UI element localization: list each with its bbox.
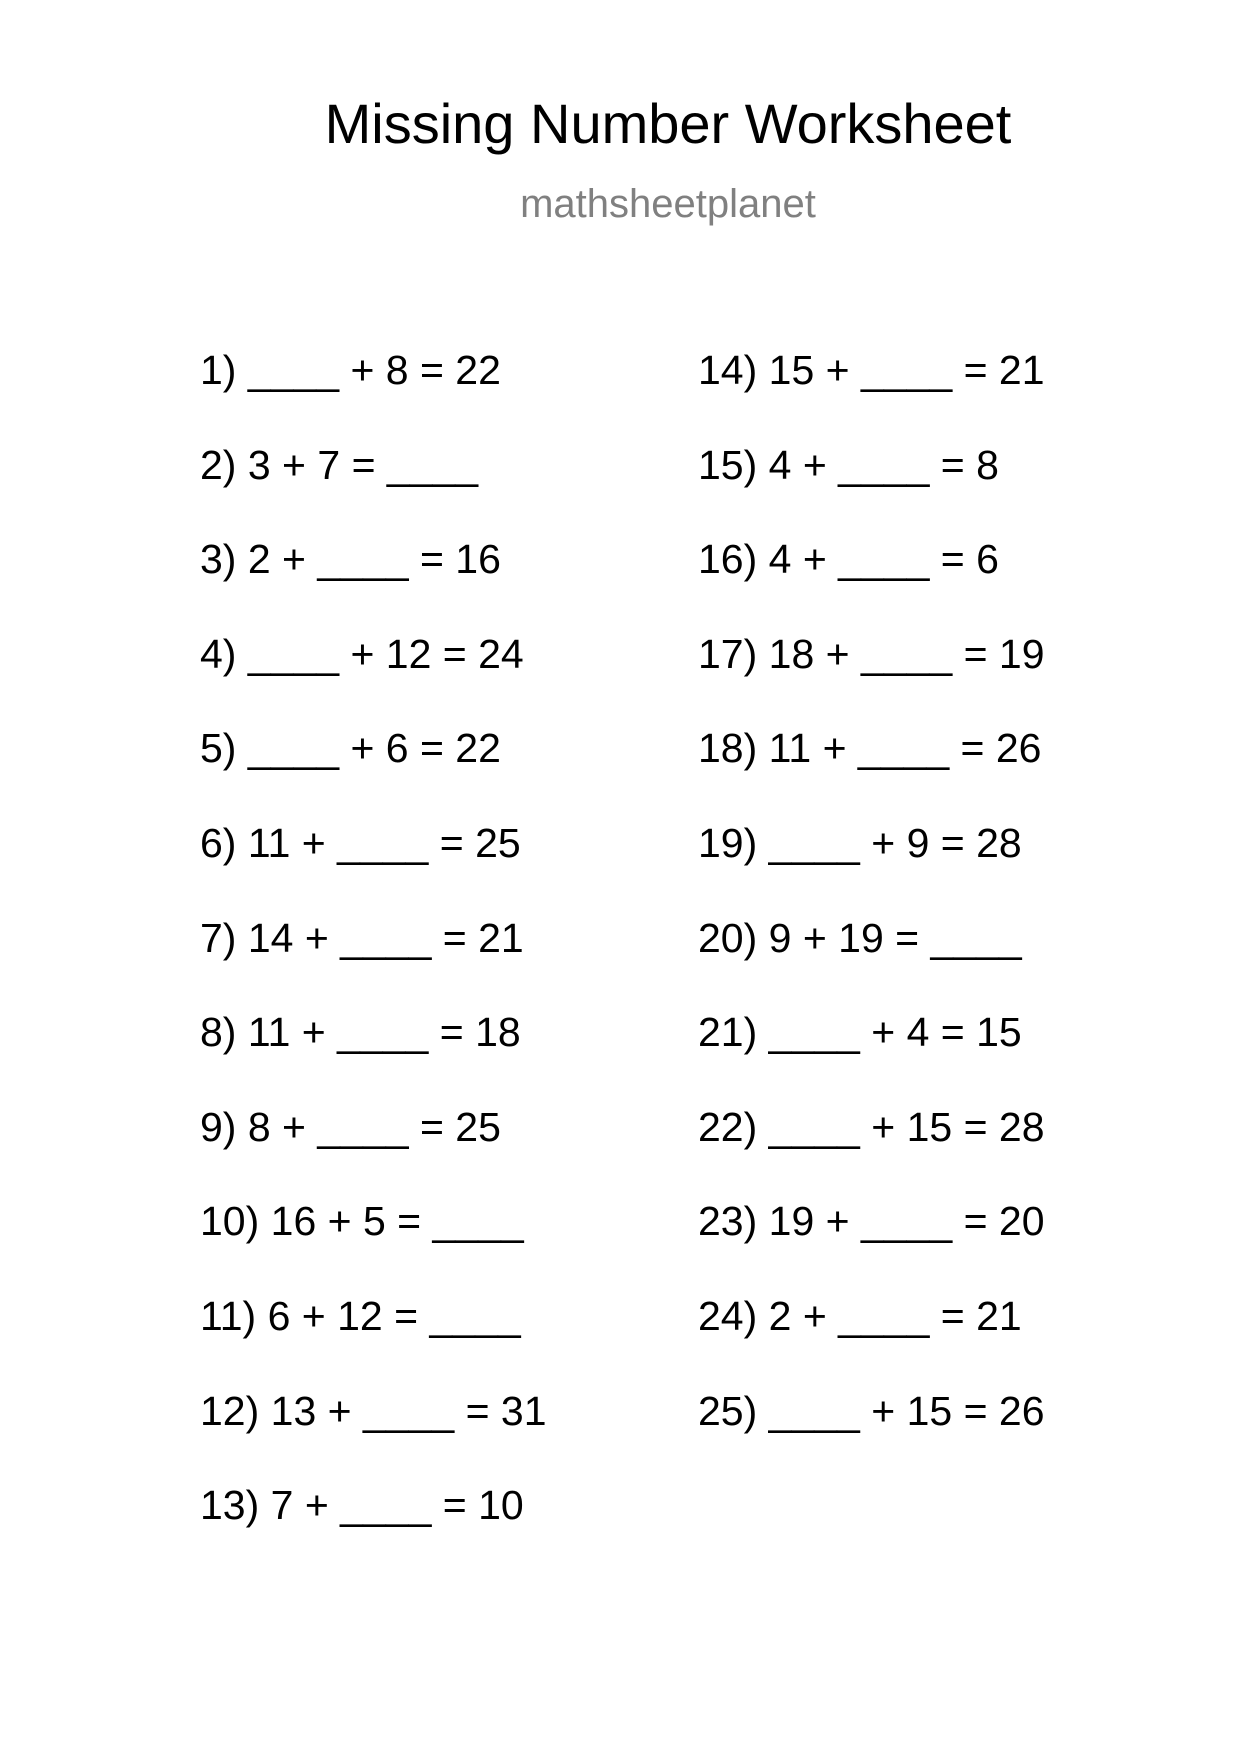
problem-column-right bbox=[698, 347, 1045, 1485]
problem-item: 24) 2 + ____ = 21 bbox=[698, 1292, 1022, 1339]
problem-item: 21) ____ + 4 = 15 bbox=[698, 1009, 1022, 1056]
problem-item: 10) 16 + 5 = ____ bbox=[200, 1198, 524, 1245]
problem-item: 8) 11 + ____ = 18 bbox=[200, 1009, 521, 1056]
problem-item: 7) 14 + ____ = 21 bbox=[200, 914, 524, 961]
problem-item: 14) 15 + ____ = 21 bbox=[698, 347, 1045, 393]
problem-item: 4) ____ + 12 = 24 bbox=[200, 630, 524, 677]
problem-item: 2) 3 + 7 = ____ bbox=[200, 441, 479, 488]
problem-item: 6) 11 + ____ = 25 bbox=[200, 819, 521, 866]
problem-item: 13) 7 + ____ = 10 bbox=[200, 1482, 524, 1529]
problem-item: 17) 18 + ____ = 19 bbox=[698, 630, 1045, 677]
problem-item: 18) 11 + ____ = 26 bbox=[698, 725, 1042, 772]
problem-item: 11) 6 + 12 = ____ bbox=[200, 1292, 521, 1339]
problem-item: 1) ____ + 8 = 22 bbox=[200, 347, 501, 393]
problem-item: 3) 2 + ____ = 16 bbox=[200, 536, 501, 583]
problem-item: 9) 8 + ____ = 25 bbox=[200, 1103, 501, 1150]
problem-item: 5) ____ + 6 = 22 bbox=[200, 725, 501, 772]
problem-column-left bbox=[200, 347, 547, 1580]
problem-item: 15) 4 + ____ = 8 bbox=[698, 441, 999, 488]
problem-item: 25) ____ + 15 = 26 bbox=[698, 1387, 1045, 1434]
problem-item: 23) 19 + ____ = 20 bbox=[698, 1198, 1045, 1245]
problem-item: 12) 13 + ____ = 31 bbox=[200, 1387, 547, 1434]
worksheet-title: Missing Number Worksheet bbox=[324, 92, 1012, 155]
worksheet-subtitle: mathsheetplanet bbox=[520, 182, 816, 226]
problem-item: 22) ____ + 15 = 28 bbox=[698, 1103, 1045, 1150]
problem-item: 19) ____ + 9 = 28 bbox=[698, 819, 1022, 866]
problem-item: 16) 4 + ____ = 6 bbox=[698, 536, 999, 583]
problem-item: 20) 9 + 19 = ____ bbox=[698, 914, 1022, 961]
